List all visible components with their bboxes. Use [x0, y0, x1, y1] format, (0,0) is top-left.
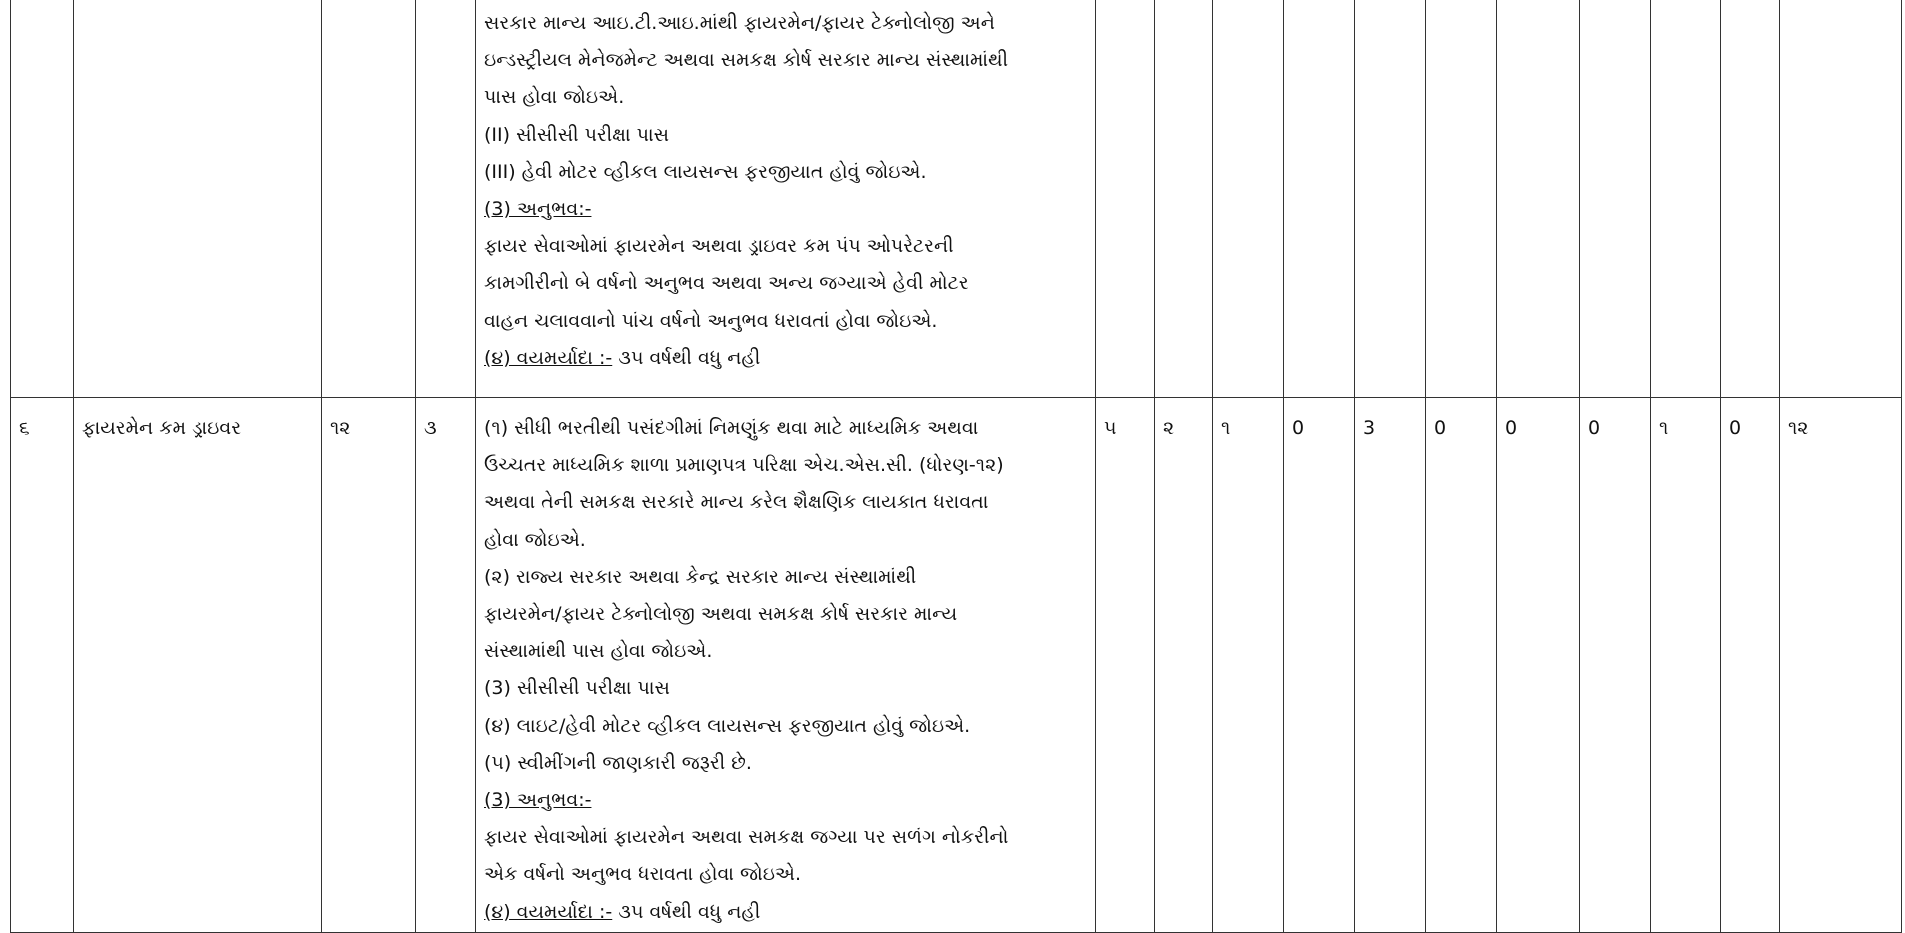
category-count-cell	[1096, 0, 1155, 398]
qualification-line	[484, 596, 1087, 633]
serial-number-cell: ૬	[11, 398, 74, 933]
qualification-line	[484, 42, 1087, 79]
qualification-line	[484, 856, 1087, 893]
qualification-line	[484, 745, 1087, 782]
category-count-cell	[1580, 0, 1651, 398]
qualification-line	[484, 154, 1087, 191]
qualification-line	[484, 191, 1087, 228]
post-name-cell	[74, 0, 322, 398]
category-count-cell	[1651, 0, 1721, 398]
qualification-line	[484, 484, 1087, 521]
category-count-cell: 0	[1580, 398, 1651, 933]
column-4-cell: ૩	[416, 398, 476, 933]
qualification-line	[484, 447, 1087, 484]
qualification-line	[484, 708, 1087, 745]
category-count-cell: 0	[1721, 398, 1780, 933]
qualification-line	[484, 559, 1087, 596]
section-heading: (3) અનુભવ:-	[484, 198, 592, 221]
line-text: (૫) સ્વીમીંગની જાણકારી જરૂરી છે.	[484, 751, 752, 774]
qualification-line	[484, 79, 1087, 116]
qualification-line	[484, 894, 1087, 931]
qualification-line	[484, 303, 1087, 340]
line-text: ફાયર સેવાઓમાં ફાયરમેન અથવા સમકક્ષ જગ્યા પર સળંગ નોકરીનો	[484, 826, 1009, 849]
category-count-cell: 3	[1355, 398, 1426, 933]
column-4-cell	[416, 0, 476, 398]
line-text: ઇન્ડસ્ટ્રીયલ મેનેજમેન્ટ અથવા સમકક્ષ કોર્ષ સરકાર માન્ય સંસ્થામાંથી	[484, 49, 1009, 72]
line-suffix: ૩૫ વર્ષથી વધુ નહી	[612, 900, 761, 923]
qualification-cell	[476, 0, 1096, 398]
table-row	[11, 398, 1902, 933]
qualification-line	[484, 670, 1087, 707]
total-posts-cell	[322, 0, 416, 398]
total-posts-cell: ૧૨	[322, 398, 416, 933]
line-text: અથવા તેની સમકક્ષ સરકારે માન્ય કરેલ શૈક્ષણિક લાયકાત ધરાવતા	[484, 491, 989, 514]
line-text: (3) સીસીસી પરીક્ષા પાસ	[484, 677, 670, 700]
qualification-line	[484, 819, 1087, 856]
line-text: સરકાર માન્ય આઇ.ટી.આઇ.માંથી ફાયરમેન/ફાયર ટેક્નોલોજી અને	[484, 12, 995, 34]
section-heading: (૪) વયમર્યાદા :-	[484, 346, 613, 369]
line-text: પાસ હોવા જોઇએ.	[484, 86, 625, 109]
qualification-line	[484, 117, 1087, 154]
category-count-cell	[1497, 0, 1580, 398]
category-count-cell: 0	[1284, 398, 1355, 933]
line-text: હોવા જોઇએ.	[484, 528, 586, 551]
serial-number-cell	[11, 0, 74, 398]
table-row	[11, 0, 1902, 398]
category-count-cell: ૫	[1096, 398, 1155, 933]
qualification-line	[484, 522, 1087, 559]
qualification-line	[484, 340, 1087, 377]
line-text: ફાયર સેવાઓમાં ફાયરમેન અથવા ડ્રાઇવર કમ પંપ ઓપરેટરની	[484, 235, 954, 258]
line-text: (૧) સીધી ભરતીથી પસંદગીમાં નિમણુંક થવા માટે માધ્યમિક અથવા	[484, 417, 979, 439]
line-text: (૨) રાજ્ય સરકાર અથવા કેન્દ્ર સરકાર માન્ય સંસ્થામાંથી	[484, 565, 917, 588]
section-heading: (3) અનુભવ:-	[484, 789, 592, 812]
qualification-line	[484, 5, 1087, 42]
category-count-cell: ૧૨	[1780, 398, 1902, 933]
line-text: એક વર્ષનો અનુભવ ધરાવતા હોવા જોઇએ.	[484, 863, 802, 886]
category-count-cell	[1780, 0, 1902, 398]
category-count-cell: ૧	[1651, 398, 1721, 933]
qualification-line	[484, 228, 1087, 265]
line-suffix: ૩૫ વર્ષથી વધુ નહી	[612, 346, 761, 369]
category-count-cell: ૧	[1213, 398, 1284, 933]
category-count-cell	[1284, 0, 1355, 398]
category-count-cell	[1355, 0, 1426, 398]
qualification-line	[484, 782, 1087, 819]
line-text: ફાયરમેન/ફાયર ટેક્નોલોજી અથવા સમકક્ષ કોર્ષ સરકાર માન્ય	[484, 603, 958, 626]
category-count-cell	[1426, 0, 1497, 398]
line-text: કામગીરીનો બે વર્ષનો અનુભવ અથવા અન્ય જગ્યાએ હેવી મોટર	[484, 272, 969, 295]
line-text: સંસ્થામાંથી પાસ હોવા જોઇએ.	[484, 640, 713, 663]
qualification-line	[484, 265, 1087, 302]
category-count-cell	[1213, 0, 1284, 398]
category-count-cell: 0	[1426, 398, 1497, 933]
qualification-line	[484, 410, 1087, 447]
line-text: (III) હેવી મોટર વ્હીકલ લાયસન્સ ફરજીયાત હોવું જોઇએ.	[484, 160, 927, 183]
qualification-cell	[476, 398, 1096, 933]
line-text: વાહન ચલાવવાનો પાંચ વર્ષનો અનુભવ ધરાવતાં હોવા જોઇએ.	[484, 309, 938, 332]
line-text: (II) સીસીસી પરીક્ષા પાસ	[484, 123, 670, 146]
recruitment-table	[10, 0, 1902, 933]
line-text: (૪) લાઇટ/હેવી મોટર વ્હીકલ લાયસન્સ ફરજીયાત હોવું જોઇએ.	[484, 714, 971, 737]
category-count-cell	[1155, 0, 1213, 398]
qualification-line	[484, 633, 1087, 670]
section-heading: (૪) વયમર્યાદા :-	[484, 900, 613, 923]
category-count-cell	[1721, 0, 1780, 398]
line-text: ઉચ્ચતર માધ્યમિક શાળા પ્રમાણપત્ર પરિક્ષા એચ.એસ.સી. (ધોરણ-૧૨)	[484, 454, 1004, 477]
category-count-cell: 0	[1497, 398, 1580, 933]
post-name-cell: ફાયરમેન કમ ડ્રાઇવર	[74, 398, 322, 933]
category-count-cell: ૨	[1155, 398, 1213, 933]
